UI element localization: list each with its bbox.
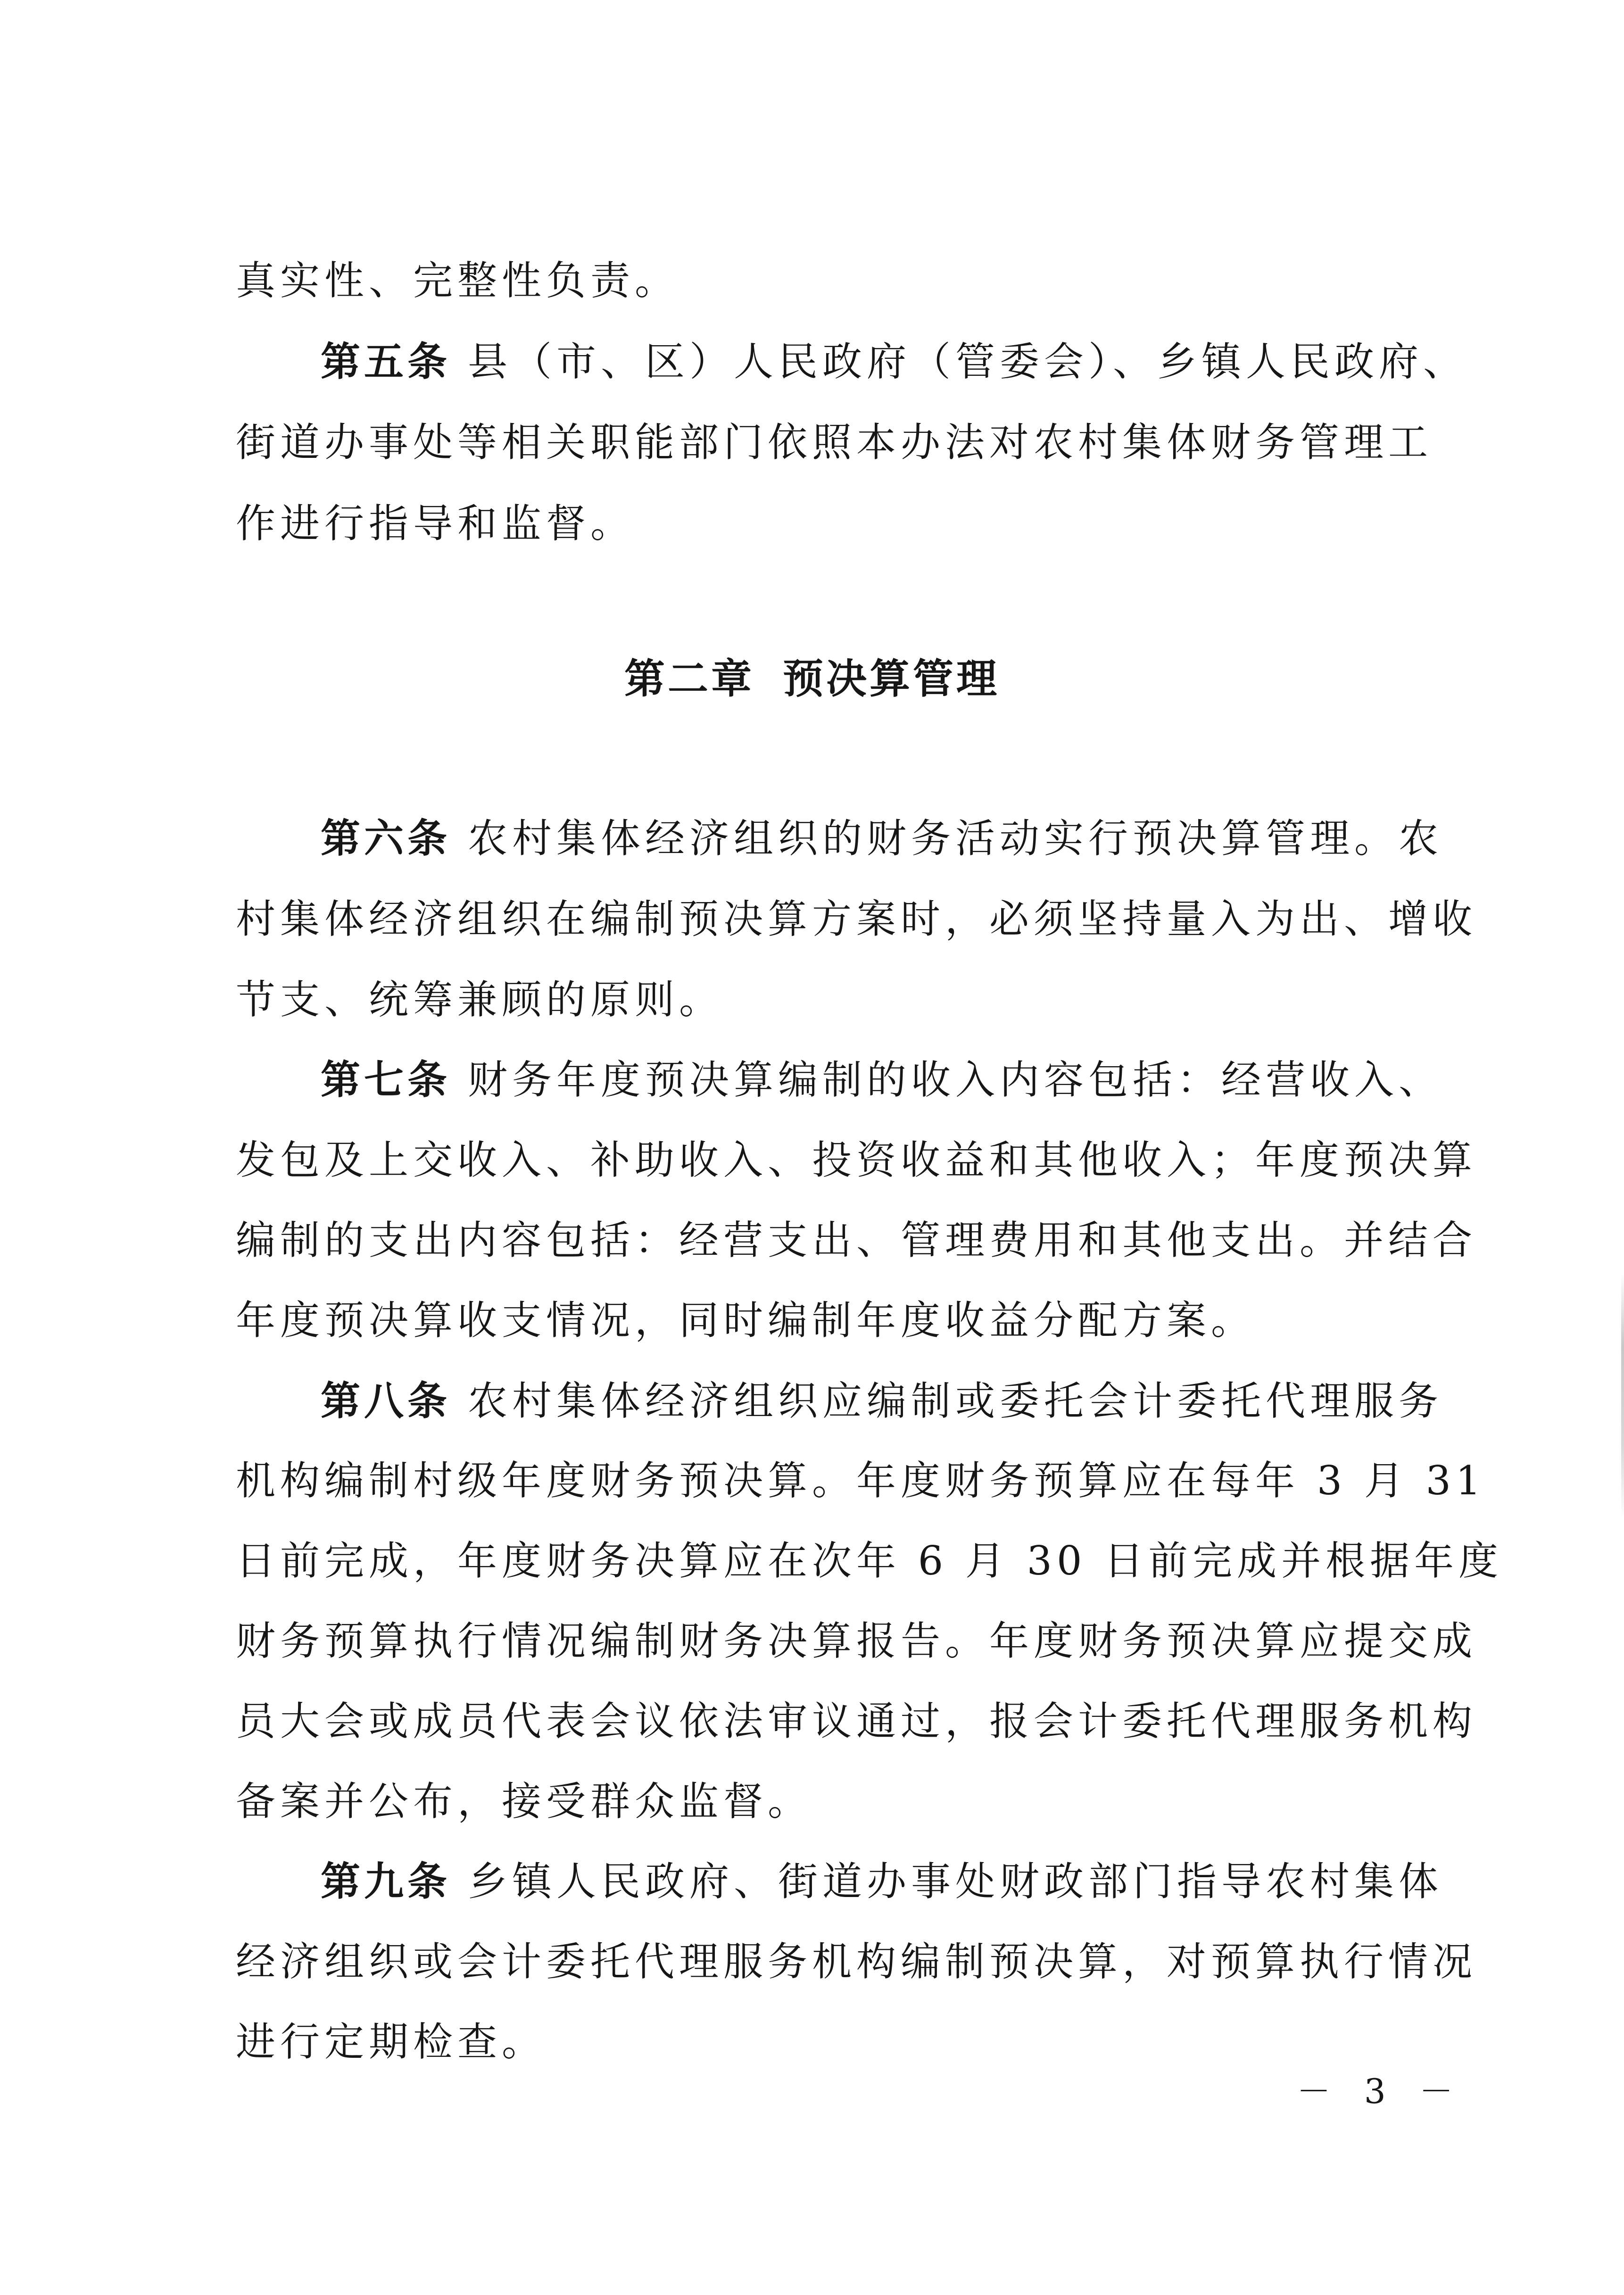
article8-line-1	[321, 1373, 1443, 1429]
chapter-number: 第二章	[624, 655, 754, 703]
article8-line-5: 员大会或成员代表会议依法审议通过，报会计委托代理服务机构	[236, 1698, 1477, 1744]
article7-text: 财务年度预决算编制的收入内容包括：经营收入、	[468, 1057, 1443, 1103]
article9-line-2: 经济组织或会计委托代理服务机构编制预决算，对预算执行情况	[236, 1939, 1477, 1985]
article8-text: 农村集体经济组织应编制或委托会计委托代理服务	[468, 1378, 1443, 1424]
article8-label: 第八条	[321, 1378, 451, 1424]
article7-line-1	[321, 1052, 1443, 1108]
article6-line-2: 村集体经济组织在编制预决算方案时，必须坚持量入为出、增收	[236, 896, 1477, 942]
article7-label: 第七条	[321, 1057, 451, 1103]
article6-label: 第六条	[321, 815, 451, 862]
page-number: － 3 －	[1297, 2071, 1465, 2111]
article7-line-3: 编制的支出内容包括：经营支出、管理费用和其他支出。并结合	[236, 1217, 1477, 1263]
article7-line-4: 年度预决算收支情况，同时编制年度收益分配方案。	[236, 1297, 1256, 1343]
article5-line-1	[321, 333, 1468, 390]
article9-line-1	[321, 1853, 1443, 1910]
chapter-heading	[0, 651, 1624, 707]
article5-line-3: 作进行指导和监督。	[236, 500, 635, 547]
article8-line-4: 财务预算执行情况编制财务决算报告。年度财务预决算应提交成	[236, 1618, 1477, 1664]
article5-line-2: 街道办事处等相关职能部门依照本办法对农村集体财务管理工	[236, 419, 1433, 465]
article9-line-3: 进行定期检查。	[236, 2019, 547, 2065]
article9-label: 第九条	[321, 1858, 451, 1905]
article6-text: 农村集体经济组织的财务活动实行预决算管理。农	[468, 815, 1443, 862]
article5-label: 第五条	[321, 339, 451, 385]
article8-line-2: 机构编制村级年度财务预决算。年度财务预算应在每年 3 月 31	[236, 1458, 1486, 1504]
article4-tail: 真实性、完整性负责。	[236, 257, 679, 304]
article6-line-3: 节支、统筹兼顾的原则。	[236, 977, 724, 1023]
chapter-title: 预决算管理	[783, 655, 1000, 703]
article8-line-3: 日前完成，年度财务决算应在次年 6 月 30 日前完成并根据年度	[236, 1538, 1503, 1584]
article7-line-2: 发包及上交收入、补助收入、投资收益和其他收入；年度预决算	[236, 1137, 1477, 1183]
article9-text: 乡镇人民政府、街道办事处财政部门指导农村集体	[468, 1858, 1443, 1905]
article5-text: 县（市、区）人民政府（管委会）、乡镇人民政府、	[468, 339, 1468, 385]
scan-edge-artifact	[1621, 1273, 1624, 1518]
article6-line-1	[321, 810, 1443, 867]
article8-line-6: 备案并公布，接受群众监督。	[236, 1778, 812, 1824]
